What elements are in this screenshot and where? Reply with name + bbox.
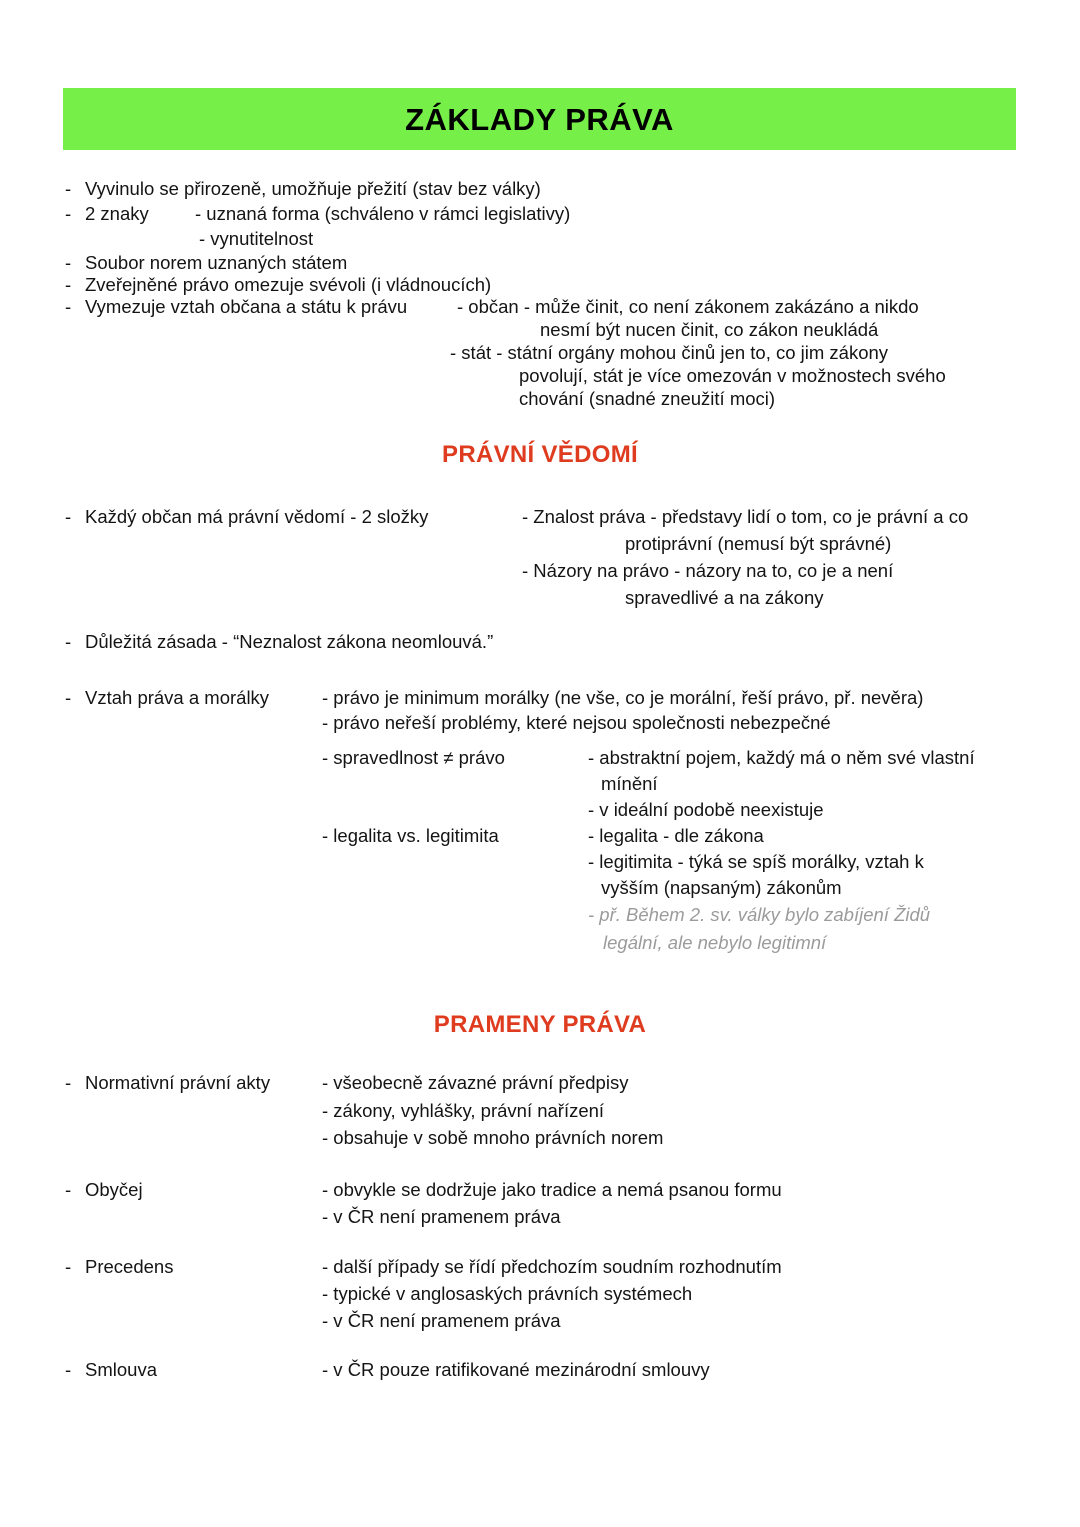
intro-bullet-1: Vyvinulo se přirozeně, umožňuje přežití (stav bez války): [85, 178, 541, 199]
row-detail-vztah-1: - právo je minimum morálky (ne vše, co je morální, řeší právo, př. nevěra): [322, 687, 924, 708]
row-detail-kazdy-obcan-2: protiprávní (nemusí být správné): [625, 533, 892, 554]
row-label-normativni-pravni-akty: Normativní právní akty: [85, 1072, 271, 1093]
intro-vztah-detail-5: chování (snadné zneužití moci): [519, 388, 776, 409]
row-detail-normativni-2: - zákony, vyhlášky, právní nařízení: [322, 1100, 605, 1121]
row-detail-precedens-2: - typické v anglosaských právních systémech: [322, 1283, 693, 1304]
example-note-line-2: legální, ale nebylo legitimní: [603, 932, 827, 953]
row-label-vztah-prava-a-moralky: Vztah práva a morálky: [85, 687, 270, 708]
row-detail-obycej-1: - obvykle se dodržuje jako tradice a nemá psanou formu: [322, 1179, 782, 1200]
row-detail-kazdy-obcan-4: spravedlivé a na zákony: [625, 587, 824, 608]
page-title: ZÁKLADY PRÁVA: [405, 101, 674, 137]
row-label-dulezita-zasada: Důležitá zásada - “Neznalost zákona neomlouvá.”: [85, 631, 494, 652]
bullet-dash: -: [65, 1072, 72, 1093]
row-label-kazdy-obcan: Každý občan má právní vědomí - 2 složky: [85, 506, 429, 527]
intro-znaky-subitem-1: - uznaná forma (schváleno v rámci legislativy): [195, 203, 571, 224]
example-note-line-1: - př. Během 2. sv. války bylo zabíjení Židů: [588, 904, 931, 925]
subgroup-item-legalita-2: - legitimita - týká se spíš morálky, vztah k: [588, 851, 924, 872]
bullet-dash: -: [65, 506, 72, 527]
intro-bullet-3: Soubor norem uznaných státem: [85, 252, 348, 273]
bullet-dash: -: [65, 203, 72, 224]
row-detail-precedens-1: - další případy se řídí předchozím soudním rozhodnutím: [322, 1256, 782, 1277]
subgroup-item-spravedlnost-3: - v ideální podobě neexistuje: [588, 799, 824, 820]
intro-vztah-detail-4: povolují, stát je více omezován v možnostech svého: [519, 365, 946, 386]
intro-vztah-detail-2: nesmí být nucen činit, co zákon neukládá: [540, 319, 879, 340]
intro-bullet-5: Vymezuje vztah občana a státu k právu: [85, 296, 408, 317]
row-detail-kazdy-obcan-1: - Znalost práva - představy lidí o tom, co je právní a co: [522, 506, 969, 527]
bullet-dash: -: [65, 1179, 72, 1200]
subgroup-label-legalita: - legalita vs. legitimita: [322, 825, 499, 846]
document-title-banner: [63, 88, 1016, 150]
row-detail-vztah-2: - právo neřeší problémy, které nejsou společnosti nebezpečné: [322, 712, 831, 733]
row-label-precedens: Precedens: [85, 1256, 174, 1277]
intro-bullet-2: 2 znaky: [85, 203, 149, 224]
bullet-dash: -: [65, 631, 72, 652]
row-label-obycej: Obyčej: [85, 1179, 143, 1200]
intro-bullet-4: Zveřejněné právo omezuje svévoli (i vládnoucích): [85, 274, 492, 295]
intro-vztah-detail-1: - občan - může činit, co není zákonem zakázáno a nikdo: [457, 296, 919, 317]
subgroup-label-spravedlnost: - spravedlnost ≠ právo: [322, 747, 505, 768]
bullet-dash: -: [65, 252, 72, 273]
row-detail-normativni-3: - obsahuje v sobě mnoho právních norem: [322, 1127, 664, 1148]
intro-vztah-detail-3: - stát - státní orgány mohou činů jen to, co jim zákony: [450, 342, 889, 363]
subgroup-item-legalita-3: vyšším (napsaným) zákonům: [601, 877, 842, 898]
bullet-dash: -: [65, 1359, 72, 1380]
section-heading-pravni-vedomi: PRÁVNÍ VĚDOMÍ: [442, 441, 638, 468]
row-detail-obycej-2: - v ČR není pramenem práva: [322, 1206, 561, 1227]
bullet-dash: -: [65, 274, 72, 295]
bullet-dash: -: [65, 1256, 72, 1277]
section-heading-prameny-prava: PRAMENY PRÁVA: [433, 1011, 647, 1038]
row-label-smlouva: Smlouva: [85, 1359, 157, 1380]
bullet-dash: -: [65, 178, 72, 199]
intro-znaky-subitem-2: - vynutitelnost: [199, 228, 314, 249]
subgroup-item-legalita-1: - legalita - dle zákona: [588, 825, 764, 846]
row-detail-normativni-1: - všeobecně závazné právní předpisy: [322, 1072, 629, 1093]
bullet-dash: -: [65, 296, 72, 317]
row-detail-smlouva-1: - v ČR pouze ratifikované mezinárodní smlouvy: [322, 1359, 710, 1380]
row-detail-precedens-3: - v ČR není pramenem práva: [322, 1310, 561, 1331]
row-detail-kazdy-obcan-3: - Názory na právo - názory na to, co je a není: [522, 560, 894, 581]
subgroup-item-spravedlnost-1: - abstraktní pojem, každý má o něm své vlastní: [588, 747, 975, 768]
subgroup-item-spravedlnost-2: mínění: [601, 773, 658, 794]
bullet-dash: -: [65, 687, 72, 708]
